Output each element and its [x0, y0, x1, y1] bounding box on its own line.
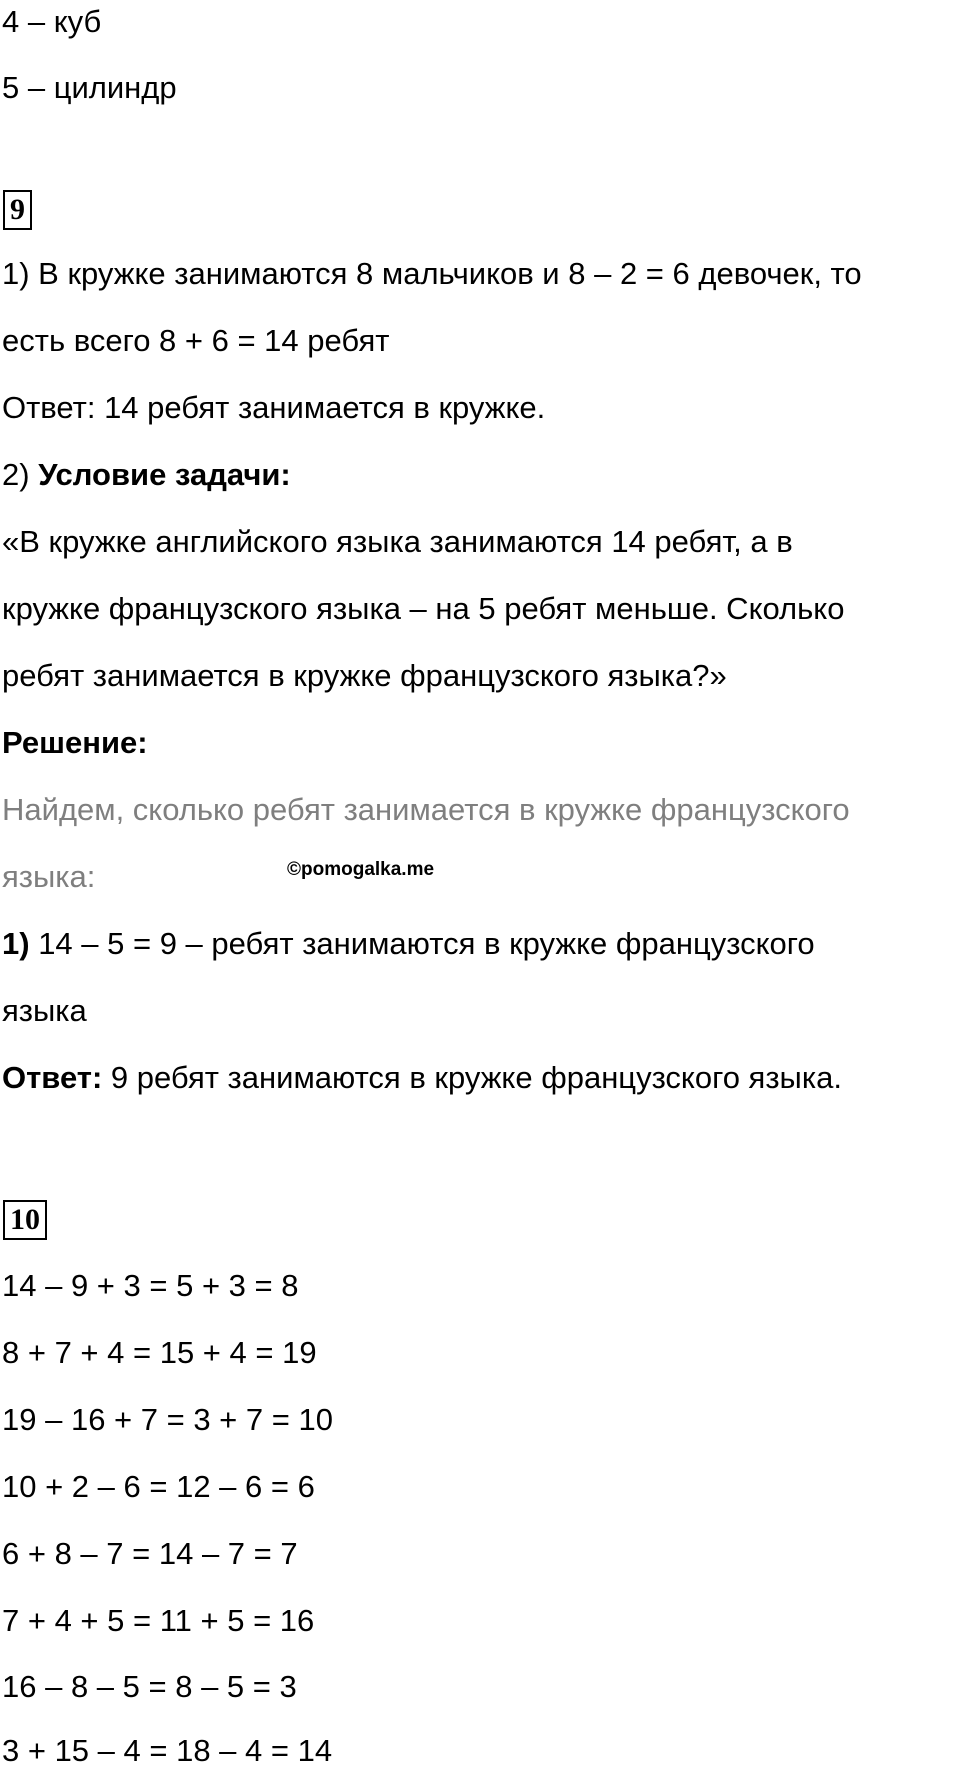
task9-part2-heading-line — [2, 455, 291, 495]
step-label: 1) — [2, 926, 30, 961]
answer-label: Ответ: — [2, 1060, 103, 1095]
task9-part1-line2: есть всего 8 + 6 = 14 ребят — [2, 323, 390, 358]
expression-line: 8 + 7 + 4 = 15 + 4 = 19 — [2, 1335, 317, 1370]
list-item-cube: 4 – куб — [2, 4, 102, 39]
condition-heading: Условие задачи: — [38, 457, 291, 492]
task9-part1-line1: 1) В кружке занимаются 8 мальчиков и 8 – 2 = 6 девочек, то — [2, 256, 862, 291]
expression-line: 19 – 16 + 7 = 3 + 7 = 10 — [2, 1402, 333, 1437]
solution-heading: Решение: — [2, 725, 148, 760]
expression-line: 7 + 4 + 5 = 11 + 5 = 16 — [2, 1603, 315, 1638]
condition-line-2: кружке французского языка – на 5 ребят меньше. Сколько — [2, 591, 845, 626]
expression-line: 3 + 15 – 4 = 18 – 4 = 14 — [2, 1733, 333, 1768]
hint-line-1: Найдем, сколько ребят занимается в кружке французского — [2, 792, 850, 827]
condition-line-1: «В кружке английского языка занимаются 14 ребят, а в — [2, 524, 793, 559]
solution-step-line-1 — [2, 924, 815, 964]
hint-line-2: языка: — [2, 859, 96, 894]
solution-heading-line — [2, 723, 148, 763]
task-number-10: 10 — [3, 1200, 47, 1240]
expression-line: 14 – 9 + 3 = 5 + 3 = 8 — [2, 1268, 299, 1303]
watermark: ©pomogalka.me — [287, 859, 435, 880]
task-number-9: 9 — [3, 190, 32, 230]
task9-part1-answer: Ответ: 14 ребят занимается в кружке. — [2, 390, 546, 425]
expression-line: 6 + 8 – 7 = 14 – 7 = 7 — [2, 1536, 298, 1571]
step-text: 14 – 5 = 9 – ребят занимаются в кружке французского — [29, 926, 815, 961]
task9-part2-prefix: 2) — [2, 457, 39, 492]
final-answer-line — [2, 1058, 842, 1098]
list-item-cylinder: 5 – цилиндр — [2, 70, 177, 105]
expression-line: 16 – 8 – 5 = 8 – 5 = 3 — [2, 1669, 297, 1704]
answer-text: 9 ребят занимаются в кружке французского языка. — [102, 1060, 842, 1095]
condition-line-3: ребят занимается в кружке французского языка?» — [2, 658, 727, 693]
expression-line: 10 + 2 – 6 = 12 – 6 = 6 — [2, 1469, 315, 1504]
solution-step-line-2: языка — [2, 993, 87, 1028]
